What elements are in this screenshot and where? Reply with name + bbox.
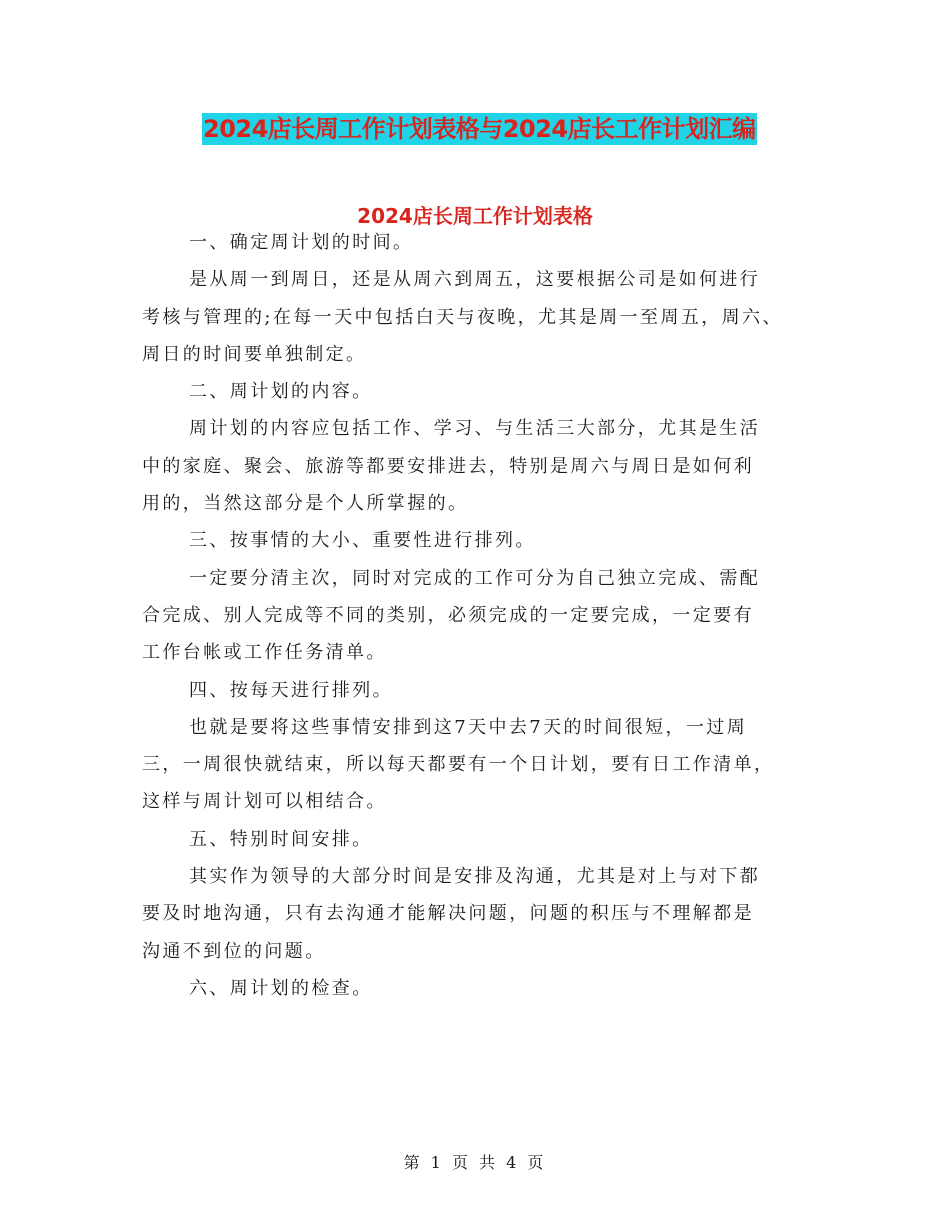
text-line: 四、按每天进行排列。 — [189, 679, 393, 701]
text-line: 中的家庭、聚会、旅游等都要安排进去，特别是周六与周日是如何利 — [142, 455, 754, 477]
text-line: 其实作为领导的大部分时间是安排及沟通，尤其是对上与对下都 — [189, 866, 761, 888]
text-line: 周日的时间要单独制定。 — [142, 343, 367, 365]
text-line: 一定要分清主次，同时对完成的工作可分为自己独立完成、需配 — [189, 567, 761, 589]
text-line: 合完成、别人完成等不同的类别，必须完成的一定要完成，一定要有 — [142, 604, 754, 626]
text-line: 工作台帐或工作任务清单。 — [142, 642, 387, 664]
body-text — [142, 224, 832, 1007]
document-title: 2024店长周工作计划表格与2024店长工作计划汇编 — [203, 115, 756, 143]
section-title: 2024店长周工作计划表格 — [357, 204, 593, 228]
text-line: 沟通不到位的问题。 — [142, 940, 326, 962]
text-line: 要及时地沟通，只有去沟通才能解决问题，问题的积压与不理解都是 — [142, 903, 754, 925]
text-line: 考核与管理的;在每一天中包括白天与夜晚，尤其是周一至周五，周六、 — [142, 306, 783, 328]
text-line: 这样与周计划可以相结合。 — [142, 791, 387, 813]
text-line: 一、确定周计划的时间。 — [189, 232, 414, 253]
text-line: 二、周计划的内容。 — [189, 381, 373, 403]
text-line: 是从周一到周日，还是从周六到周五，这要根据公司是如何进行 — [189, 269, 761, 291]
text-line: 三、按事情的大小、重要性进行排列。 — [189, 530, 536, 552]
text-line: 六、周计划的检查。 — [189, 977, 373, 999]
text-line: 五、特别时间安排。 — [189, 828, 373, 850]
page-number: 第 1 页 共 4 页 — [403, 1153, 547, 1172]
text-line: 用的，当然这部分是个人所掌握的。 — [142, 493, 469, 515]
text-line: 周计划的内容应包括工作、学习、与生活三大部分，尤其是生活 — [189, 418, 761, 440]
text-line: 也就是要将这些事情安排到这7天中去7天的时间很短，一过周 — [189, 716, 748, 738]
text-line: 三，一周很快就结束，所以每天都要有一个日计划，要有日工作清单， — [142, 754, 775, 776]
